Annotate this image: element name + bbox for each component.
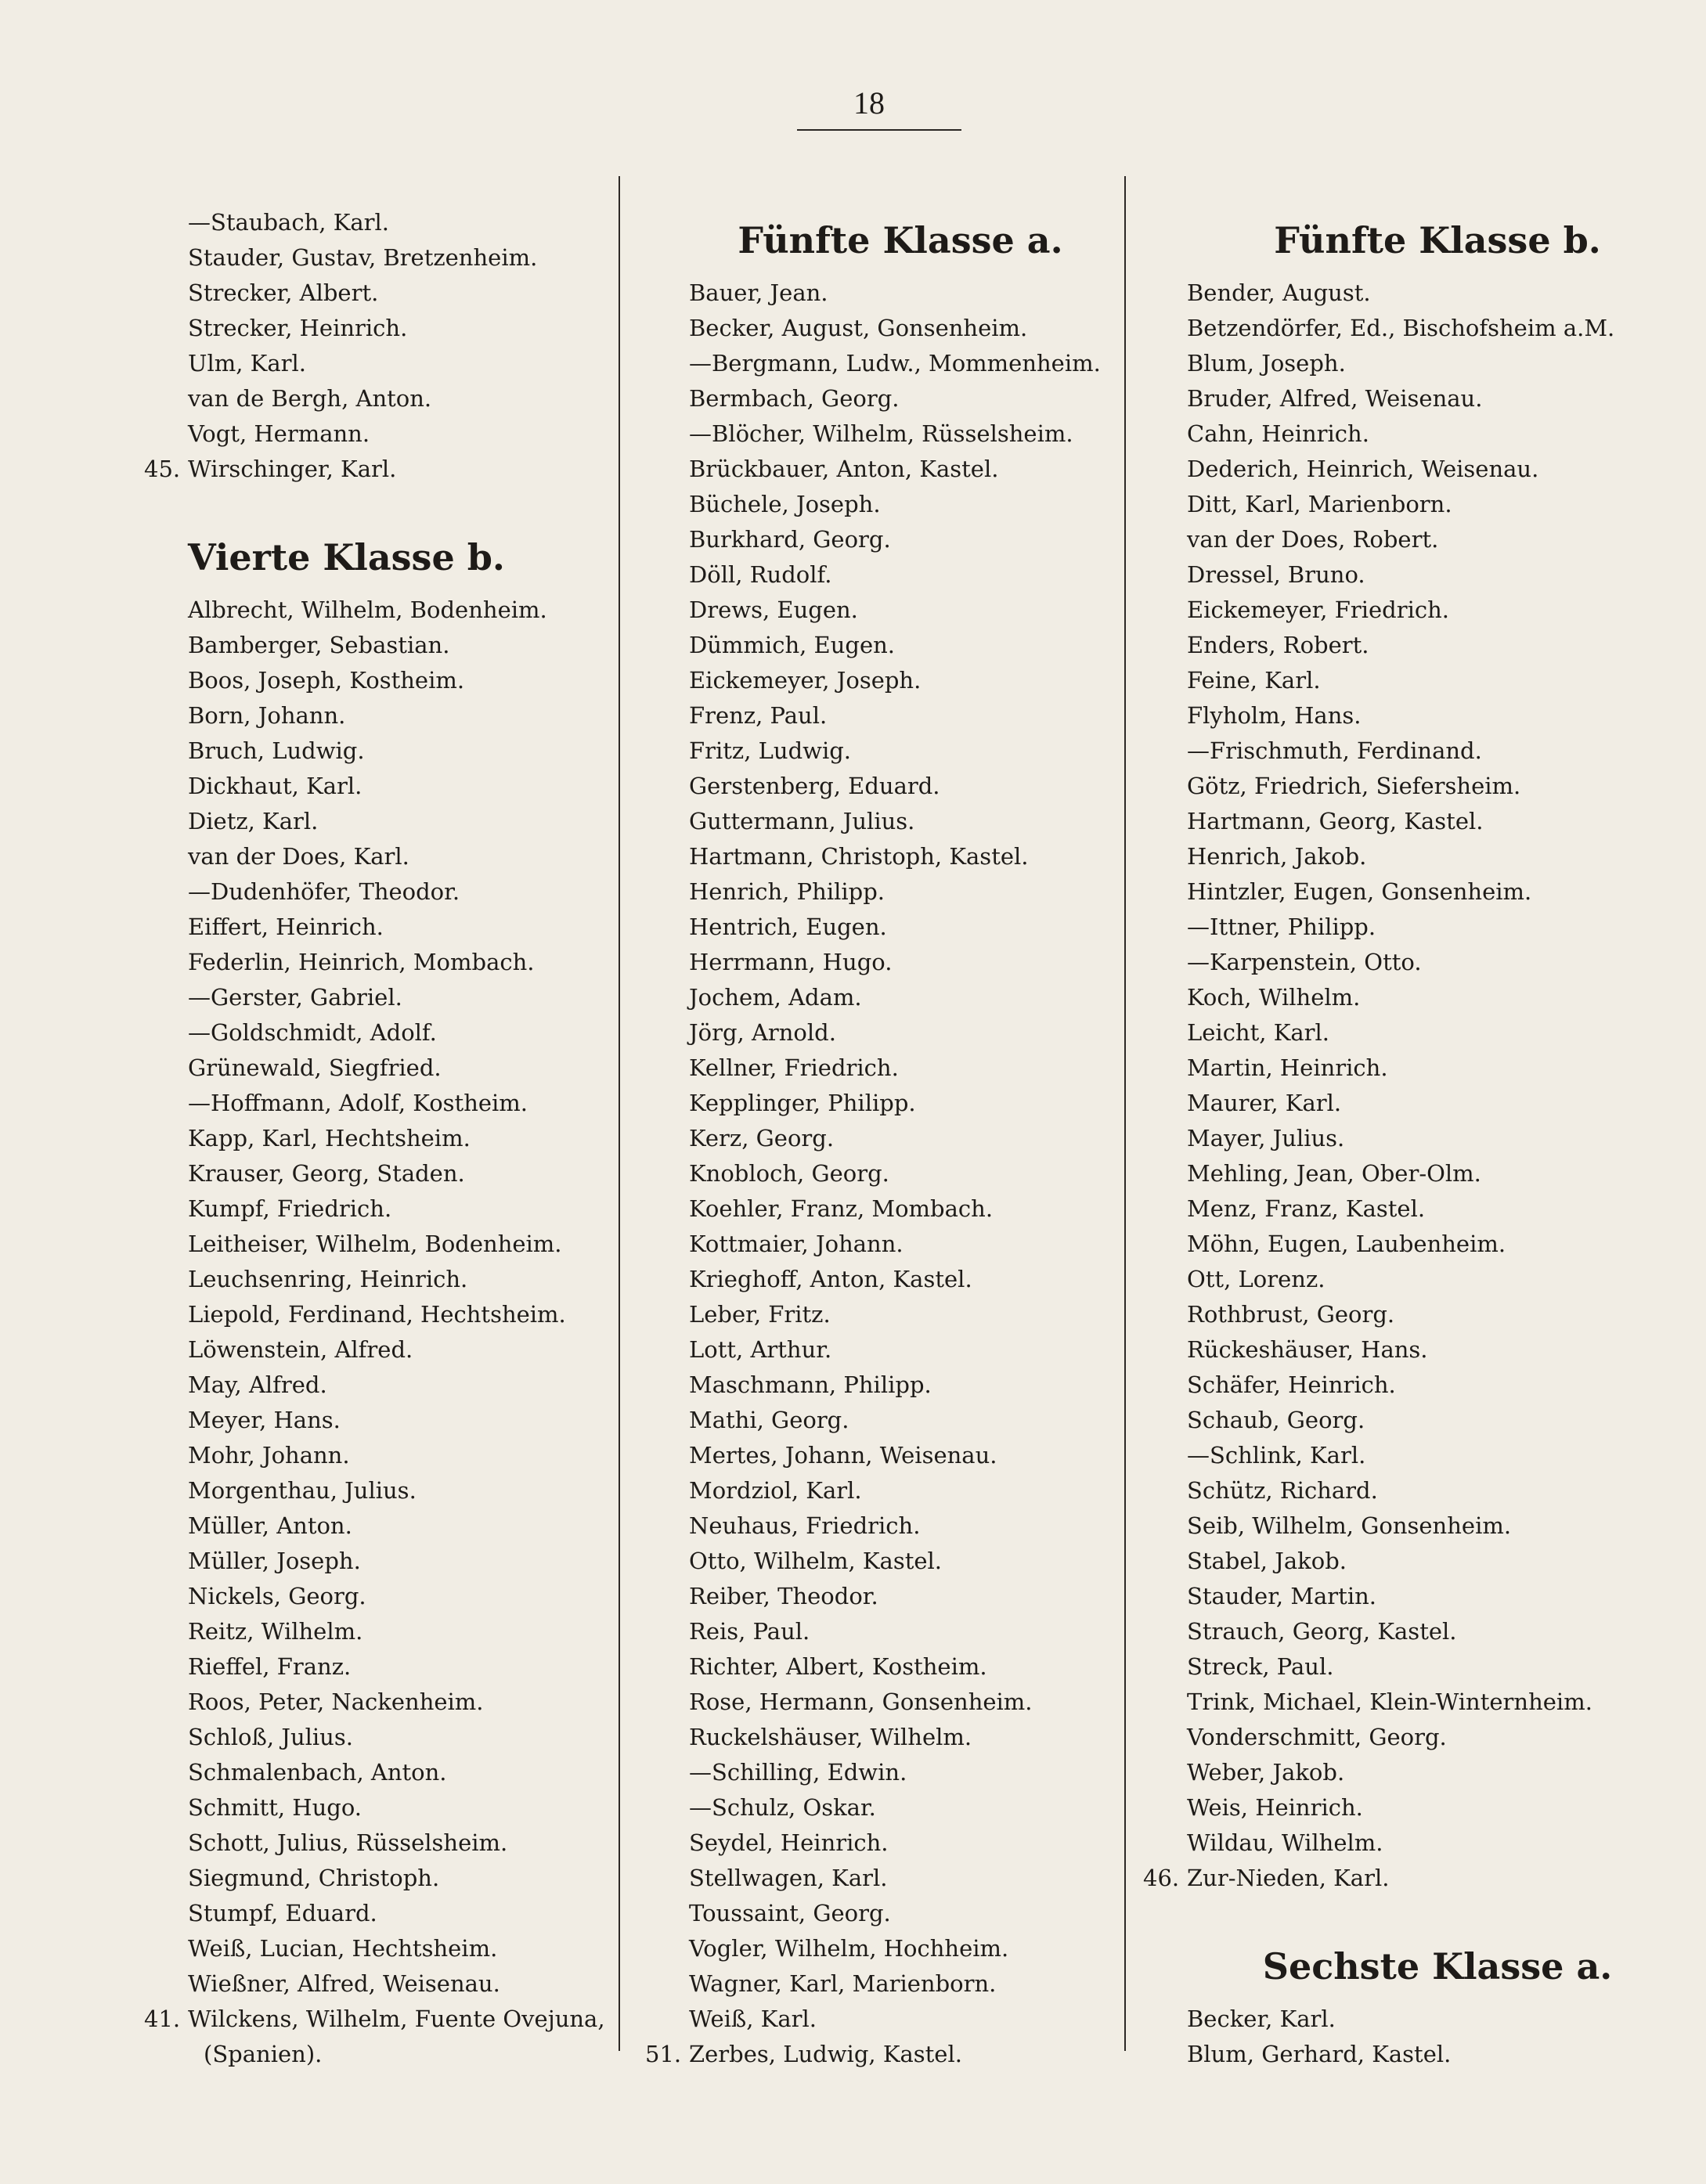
student-entry: Reis, Paul. (689, 1618, 810, 1645)
student-entry: Maschmann, Philipp. (689, 1371, 932, 1398)
student-entry: Bruder, Alfred, Weisenau. (1187, 385, 1483, 412)
student-entry: Cahn, Heinrich. (1187, 420, 1369, 447)
student-entry: Nickels, Georg. (188, 1583, 366, 1609)
student-entry: —Schilling, Edwin. (689, 1759, 907, 1786)
student-entry: Rückeshäuser, Hans. (1187, 1336, 1428, 1363)
student-entry: Stauder, Martin. (1187, 1583, 1376, 1609)
student-entry: Hartmann, Georg, Kastel. (1187, 808, 1484, 834)
student-entry: Mordziol, Karl. (689, 1477, 862, 1504)
student-entry: Feine, Karl. (1187, 667, 1321, 694)
student-entry: Stabel, Jakob. (1187, 1548, 1347, 1574)
student-entry: Blum, Gerhard, Kastel. (1187, 2041, 1452, 2067)
student-entry: Kepplinger, Philipp. (689, 1090, 916, 1116)
student-entry: Löwenstein, Alfred. (188, 1336, 413, 1363)
student-entry: Schütz, Richard. (1187, 1477, 1378, 1504)
student-entry: Fritz, Ludwig. (689, 737, 852, 764)
student-entry: Rothbrust, Georg. (1187, 1301, 1395, 1328)
student-entry: Weiß, Karl. (689, 2006, 817, 2032)
student-entry: Strauch, Georg, Kastel. (1187, 1618, 1457, 1645)
student-entry: Kerz, Georg. (689, 1125, 835, 1151)
student-entry: Schott, Julius, Rüsselsheim. (188, 1829, 508, 1856)
student-entry: Vogler, Wilhelm, Hochheim. (689, 1935, 1009, 1962)
student-entry: Reitz, Wilhelm. (188, 1618, 363, 1645)
student-entry: Hintzler, Eugen, Gonsenheim. (1187, 878, 1532, 905)
student-entry: Bauer, Jean. (689, 279, 828, 306)
student-entry: Liepold, Ferdinand, Hechtsheim. (188, 1301, 566, 1328)
student-entry: Döll, Rudolf. (689, 561, 832, 588)
student-entry: Krieghoff, Anton, Kastel. (689, 1266, 972, 1292)
student-entry: Martin, Heinrich. (1187, 1054, 1388, 1081)
student-entry: May, Alfred. (188, 1371, 327, 1398)
student-entry: Wildau, Wilhelm. (1187, 1829, 1383, 1856)
student-name: Zerbes, Ludwig, Kastel. (689, 2041, 962, 2067)
student-entry: Born, Johann. (188, 702, 346, 729)
student-entry: Rieffel, Franz. (188, 1653, 352, 1680)
student-entry (144, 2002, 605, 2037)
student-entry: Guttermann, Julius. (689, 808, 915, 834)
blank-line (1187, 1896, 1688, 1931)
student-entry: Seib, Wilhelm, Gonsenheim. (1187, 1512, 1512, 1539)
student-entry: van de Bergh, Anton. (188, 385, 432, 412)
student-entry: Ruckelshäuser, Wilhelm. (689, 1724, 972, 1750)
student-entry: Bamberger, Sebastian. (188, 632, 450, 658)
student-entry: Richter, Albert, Kostheim. (689, 1653, 987, 1680)
blank-line (188, 487, 603, 522)
student-entry: Koehler, Franz, Mombach. (689, 1195, 994, 1222)
student-entry: Henrich, Philipp. (689, 878, 885, 905)
student-entry: Neuhaus, Friedrich. (689, 1512, 921, 1539)
student-entry: Gerstenberg, Eduard. (689, 773, 940, 799)
student-entry: Schloß, Julius. (188, 1724, 353, 1750)
student-entry: Jochem, Adam. (689, 984, 862, 1011)
student-entry: Kumpf, Friedrich. (188, 1195, 392, 1222)
student-entry: van der Does, Karl. (188, 843, 409, 870)
student-entry: Roos, Peter, Nackenheim. (188, 1688, 484, 1715)
student-entry: Hartmann, Christoph, Kastel. (689, 843, 1029, 870)
student-entry: —Karpenstein, Otto. (1187, 949, 1422, 975)
student-entry: Federlin, Heinrich, Mombach. (188, 949, 535, 975)
column-divider-left (619, 176, 620, 2051)
student-entry: (Spanien). (204, 2041, 323, 2067)
student-count: 41. (144, 2006, 181, 2032)
student-entry: Becker, Karl. (1187, 2006, 1336, 2032)
student-entry: Knobloch, Georg. (689, 1160, 889, 1187)
student-entry: Brückbauer, Anton, Kastel. (689, 456, 999, 482)
student-entry: Seydel, Heinrich. (689, 1829, 889, 1856)
student-entry: —Ittner, Philipp. (1187, 914, 1376, 940)
student-entry: Rose, Hermann, Gonsenheim. (689, 1688, 1033, 1715)
student-entry: Trink, Michael, Klein-Winternheim. (1187, 1688, 1592, 1715)
student-entry: —Blöcher, Wilhelm, Rüsselsheim. (689, 420, 1073, 447)
student-entry: Mohr, Johann. (188, 1442, 350, 1469)
student-entry: Toussaint, Georg. (689, 1900, 891, 1926)
student-entry: Boos, Joseph, Kostheim. (188, 667, 465, 694)
student-entry: Streck, Paul. (1187, 1653, 1334, 1680)
page-number-rule (797, 129, 961, 131)
column-3 (1143, 205, 1688, 2072)
student-entry: Schäfer, Heinrich. (1187, 1371, 1396, 1398)
student-entry: Stauder, Gustav, Bretzenheim. (188, 244, 538, 271)
student-entry: Strecker, Albert. (188, 279, 379, 306)
student-count: 51. (645, 2041, 682, 2067)
student-entry: Menz, Franz, Kastel. (1187, 1195, 1426, 1222)
student-entry: Dressel, Bruno. (1187, 561, 1365, 588)
student-entry: Stellwagen, Karl. (689, 1865, 888, 1891)
student-entry: Bender, August. (1187, 279, 1371, 306)
student-entry: Kellner, Friedrich. (689, 1054, 899, 1081)
class-heading: Fünfte Klasse b. (1274, 219, 1601, 261)
student-entry: Henrich, Jakob. (1187, 843, 1367, 870)
student-entry: Bermbach, Georg. (689, 385, 900, 412)
student-entry: —Schlink, Karl. (1187, 1442, 1366, 1469)
student-entry: Mertes, Johann, Weisenau. (689, 1442, 997, 1469)
student-entry: Koch, Wilhelm. (1187, 984, 1361, 1011)
class-heading: Vierte Klasse b. (188, 536, 505, 578)
student-entry: Götz, Friedrich, Siefersheim. (1187, 773, 1521, 799)
student-entry: Frenz, Paul. (689, 702, 828, 729)
student-entry: Strecker, Heinrich. (188, 315, 408, 341)
student-entry: Kottmaier, Johann. (689, 1231, 903, 1257)
student-entry: Ditt, Karl, Marienborn. (1187, 491, 1452, 517)
student-entry: Flyholm, Hans. (1187, 702, 1362, 729)
student-entry: —Staubach, Karl. (188, 209, 390, 236)
student-entry: Enders, Robert. (1187, 632, 1369, 658)
student-entry: Becker, August, Gonsenheim. (689, 315, 1028, 341)
student-entry: Vonderschmitt, Georg. (1187, 1724, 1447, 1750)
student-entry: Büchele, Joseph. (689, 491, 881, 517)
student-entry: Leber, Fritz. (689, 1301, 831, 1328)
class-heading: Fünfte Klasse a. (738, 219, 1063, 261)
student-entry: Hentrich, Eugen. (689, 914, 887, 940)
student-entry: Eiffert, Heinrich. (188, 914, 384, 940)
student-entry: Müller, Anton. (188, 1512, 352, 1539)
student-entry: —Goldschmidt, Adolf. (188, 1019, 437, 1046)
student-entry: Dederich, Heinrich, Weisenau. (1187, 456, 1539, 482)
student-entry: Eickemeyer, Joseph. (689, 667, 922, 694)
student-entry: Dickhaut, Karl. (188, 773, 362, 799)
student-entry: Jörg, Arnold. (689, 1019, 836, 1046)
page-number: 18 (853, 85, 885, 121)
student-entry: Weiß, Lucian, Hechtsheim. (188, 1935, 498, 1962)
student-entry: Betzendörfer, Ed., Bischofsheim a.M. (1187, 315, 1615, 341)
student-name: Wirschinger, Karl. (188, 456, 397, 482)
student-entry: Ott, Lorenz. (1187, 1266, 1325, 1292)
student-name: Wilckens, Wilhelm, Fuente Ovejuna, (188, 2006, 605, 2032)
student-entry: Lott, Arthur. (689, 1336, 832, 1363)
student-entry: van der Does, Robert. (1187, 526, 1439, 553)
student-entry: Dietz, Karl. (188, 808, 319, 834)
student-entry: Mathi, Georg. (689, 1407, 849, 1433)
student-entry: Möhn, Eugen, Laubenheim. (1187, 1231, 1506, 1257)
student-entry: Maurer, Karl. (1187, 1090, 1342, 1116)
student-entry: —Gerster, Gabriel. (188, 984, 402, 1011)
column-2 (645, 205, 1112, 2072)
student-entry: Bruch, Ludwig. (188, 737, 365, 764)
student-entry: Schmalenbach, Anton. (188, 1759, 447, 1786)
student-entry: Weis, Heinrich. (1187, 1794, 1363, 1821)
student-entry: Wießner, Alfred, Weisenau. (188, 1970, 500, 1997)
student-entry: Weber, Jakob. (1187, 1759, 1345, 1786)
student-entry: Schaub, Georg. (1187, 1407, 1365, 1433)
student-entry: —Bergmann, Ludw., Mommenheim. (689, 350, 1101, 377)
student-entry (645, 2037, 1112, 2072)
student-entry: Siegmund, Christoph. (188, 1865, 440, 1891)
student-entry: Reiber, Theodor. (689, 1583, 878, 1609)
student-entry: Vogt, Hermann. (188, 420, 370, 447)
student-entry: Dümmich, Eugen. (689, 632, 896, 658)
student-count: 45. (144, 456, 181, 482)
student-entry: Kapp, Karl, Hechtsheim. (188, 1125, 471, 1151)
student-entry: Leitheiser, Wilhelm, Bodenheim. (188, 1231, 562, 1257)
student-count: 46. (1143, 1865, 1180, 1891)
student-entry: —Schulz, Oskar. (689, 1794, 876, 1821)
student-entry: Stumpf, Eduard. (188, 1900, 377, 1926)
student-entry: Schmitt, Hugo. (188, 1794, 362, 1821)
student-entry: Mehling, Jean, Ober-Olm. (1187, 1160, 1481, 1187)
student-entry: Albrecht, Wilhelm, Bodenheim. (188, 596, 547, 623)
student-entry: Grünewald, Siegfried. (188, 1054, 442, 1081)
student-entry: Burkhard, Georg. (689, 526, 891, 553)
student-entry: Krauser, Georg, Staden. (188, 1160, 465, 1187)
student-entry: Meyer, Hans. (188, 1407, 341, 1433)
student-entry: —Frischmuth, Ferdinand. (1187, 737, 1482, 764)
student-entry: Ulm, Karl. (188, 350, 306, 377)
student-entry: Otto, Wilhelm, Kastel. (689, 1548, 943, 1574)
student-entry: Leuchsenring, Heinrich. (188, 1266, 468, 1292)
student-entry: Müller, Joseph. (188, 1548, 361, 1574)
class-heading: Sechste Klasse a. (1262, 1945, 1613, 1988)
student-entry (1143, 1861, 1688, 1896)
column-divider-right (1124, 176, 1126, 2051)
student-entry: Herrmann, Hugo. (689, 949, 893, 975)
student-entry: Drews, Eugen. (689, 596, 858, 623)
student-entry: Mayer, Julius. (1187, 1125, 1345, 1151)
student-entry: Morgenthau, Julius. (188, 1477, 417, 1504)
student-entry: Eickemeyer, Friedrich. (1187, 596, 1450, 623)
student-entry (144, 452, 603, 487)
student-entry: —Hoffmann, Adolf, Kostheim. (188, 1090, 528, 1116)
student-entry: Wagner, Karl, Marienborn. (689, 1970, 997, 1997)
column-1 (144, 205, 605, 2072)
student-entry: Leicht, Karl. (1187, 1019, 1330, 1046)
student-entry: —Dudenhöfer, Theodor. (188, 878, 460, 905)
student-name: Zur-Nieden, Karl. (1187, 1865, 1390, 1891)
student-entry: Blum, Joseph. (1187, 350, 1346, 377)
